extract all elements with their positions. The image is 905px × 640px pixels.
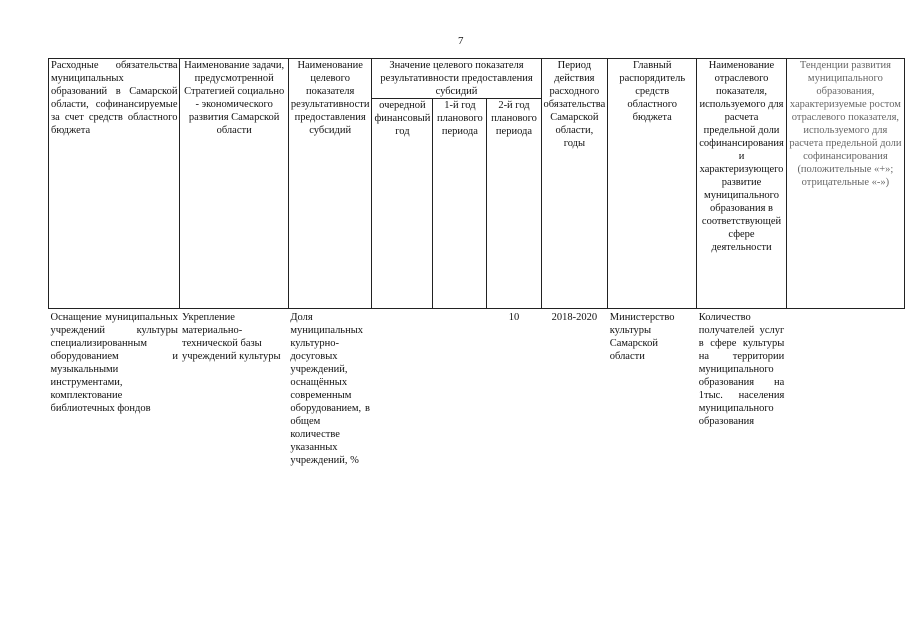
cell-trends bbox=[786, 309, 904, 592]
subsidy-table bbox=[48, 58, 905, 591]
header-plan-year-1: 1-й год планового периода bbox=[433, 99, 487, 309]
cell-obligation: Оснащение муниципальных учреждений культуры специализированным оборудованием и музыкальными инструментами, комплектование библиотечных фондов bbox=[50, 312, 178, 414]
header-current-year: очередной финансовый год bbox=[372, 99, 433, 309]
cell-plan-year-1 bbox=[433, 309, 487, 592]
page-number: 7 bbox=[458, 35, 464, 47]
cell-plan-year-2: 10 bbox=[508, 312, 520, 323]
cell-current-year bbox=[372, 309, 433, 592]
header-obligations: Расходные обязательства муниципальных образований в Самарской области, софинансируемые за счет средств областного бюджета bbox=[49, 59, 180, 309]
header-manager: Главный распорядитель средств областного бюджета bbox=[608, 59, 697, 309]
cell-period: 2018-2020 bbox=[551, 312, 598, 323]
header-period: Период действия расходного обязательства Самарской области, годы bbox=[541, 59, 608, 309]
cell-sector-indicator: Количество получателей услуг в сфере культуры на территории муниципального образования на 1тыс. населения муниципального образования bbox=[698, 312, 785, 427]
cell-task: Укрепление материально-технической базы учреждений культуры bbox=[181, 312, 281, 362]
header-sector-indicator: Наименование отраслевого показателя, используемого для расчета предельной доли софинансирования и характеризующего развитие муниципального образования в соответствующей сфере деятельности bbox=[697, 59, 787, 309]
cell-indicator: Доля муниципальных культурно-досуговых учреждений, оснащённых современным оборудованием, в общем количестве указанных учреждений, % bbox=[290, 312, 370, 466]
cell-manager: Министерство культуры Самарской области bbox=[609, 312, 675, 362]
header-row bbox=[49, 59, 905, 99]
table-row bbox=[49, 309, 905, 592]
header-indicator-values: Значение целевого показателя результативности предоставления субсидий bbox=[372, 59, 541, 99]
header-task: Наименование задачи, предусмотренной Стратегией социально - экономического развития Самарской области bbox=[180, 59, 288, 309]
header-indicator: Наименование целевого показателя результативности предоставления субсидий bbox=[288, 59, 372, 309]
header-trends: Тенденции развития муниципального образования, характеризуемые ростом отраслевого показателя, используемого для расчета предельной доли софинансирования (положительные «+»; отрицательные «-») bbox=[786, 59, 904, 309]
header-plan-year-2: 2-й год планового периода bbox=[487, 99, 541, 309]
